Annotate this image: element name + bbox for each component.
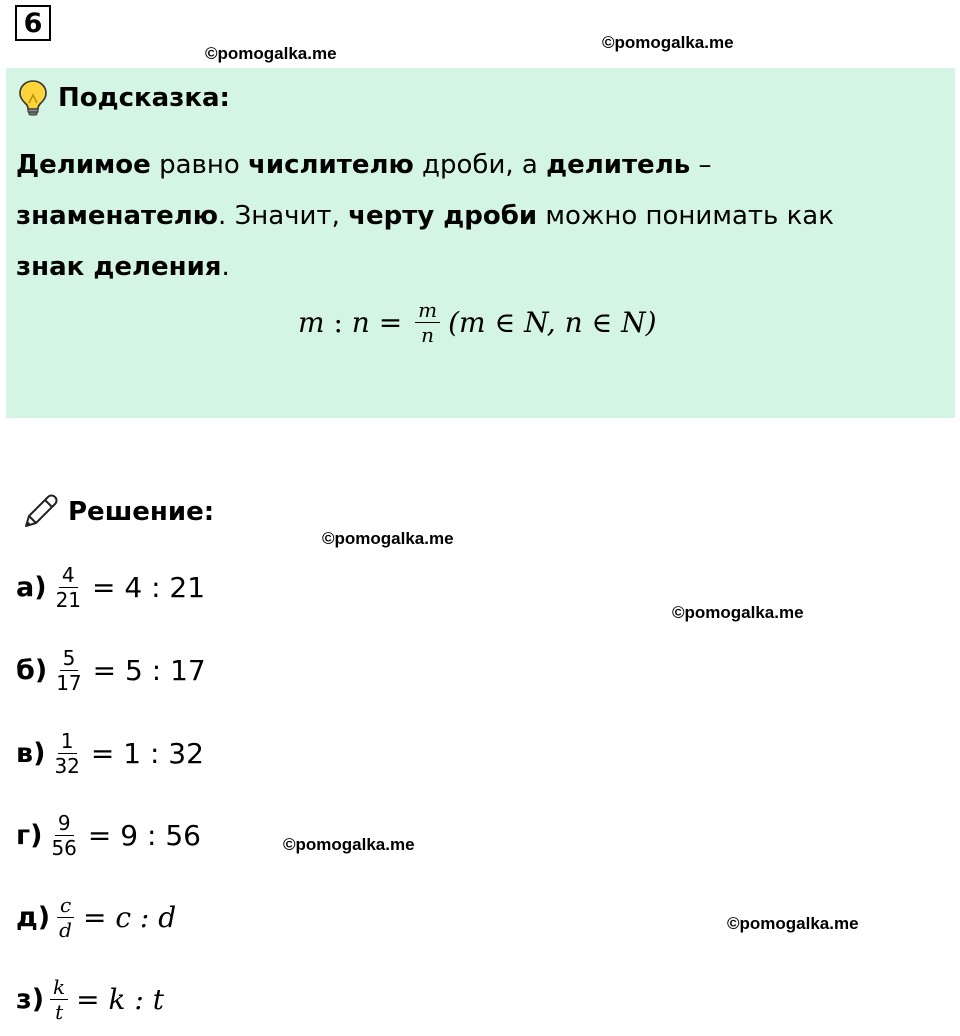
hint-line-2	[16, 191, 936, 242]
hint-text: равно	[150, 150, 249, 180]
hint-text: можно понимать как	[537, 201, 834, 231]
item-fraction	[53, 647, 84, 694]
item-label: д)	[16, 901, 51, 933]
lightbulb-icon	[18, 79, 48, 117]
term-numerator: числителю	[248, 150, 414, 180]
solution-item-z	[16, 964, 164, 1034]
formula-var: n	[351, 305, 370, 339]
item-result: = k : t	[76, 982, 164, 1016]
hint-text: .	[221, 252, 230, 282]
fraction-numerator: 1	[58, 730, 77, 754]
fraction-numerator: 9	[55, 812, 74, 836]
watermark: ©pomogalka.me	[672, 603, 804, 622]
fraction-denominator: 21	[55, 587, 82, 612]
fraction-denominator: n	[421, 322, 435, 347]
hint-text: . Значит,	[218, 201, 349, 231]
hint-line-1	[16, 140, 936, 191]
pencil-icon	[20, 492, 60, 532]
formula-colon: :	[324, 305, 352, 339]
fraction-denominator: 32	[54, 753, 80, 778]
fraction-numerator: k	[50, 976, 68, 1000]
watermark: ©pomogalka.me	[602, 33, 734, 52]
fraction-numerator: 4	[59, 564, 78, 588]
hint-text: дроби, а	[413, 150, 547, 180]
term-dividend: Делимое	[16, 150, 151, 180]
solution-item-b	[16, 635, 206, 705]
item-fraction	[48, 812, 79, 859]
hint-line-3	[16, 242, 936, 293]
solution-item-v	[16, 718, 204, 788]
hint-title: Подсказка:	[58, 83, 230, 113]
term-divisor: делитель	[546, 150, 691, 180]
item-fraction	[56, 894, 75, 941]
item-label: б)	[16, 654, 48, 686]
hint-text: –	[690, 150, 712, 180]
formula-var: m	[298, 305, 325, 339]
fraction-numerator: 5	[60, 647, 79, 671]
item-label: з)	[16, 983, 45, 1015]
item-result: = 9 : 56	[87, 818, 201, 852]
term-division-sign: знак деления	[16, 252, 222, 282]
item-fraction	[53, 564, 84, 611]
watermark: ©pomogalka.me	[283, 835, 415, 854]
fraction-denominator: 17	[56, 670, 82, 695]
item-result: = 4 : 21	[92, 570, 206, 604]
formula-fraction	[415, 299, 440, 346]
fraction-denominator: d	[59, 917, 72, 942]
item-fraction	[50, 976, 68, 1023]
watermark: ©pomogalka.me	[205, 44, 337, 63]
term-fraction-bar: черту дроби	[348, 201, 538, 231]
hint-paragraph	[16, 140, 936, 293]
term-denominator: знаменателю	[16, 201, 219, 231]
solution-title: Решение:	[68, 497, 215, 527]
item-label: а)	[16, 571, 47, 603]
hint-formula	[298, 290, 657, 354]
solution-item-a	[16, 552, 205, 622]
solution-item-g	[16, 800, 201, 870]
hint-heading	[18, 78, 230, 118]
solution-item-d	[16, 882, 176, 952]
item-label: г)	[16, 819, 43, 851]
item-result: = 5 : 17	[92, 653, 206, 687]
solution-heading	[20, 490, 214, 534]
watermark: ©pomogalka.me	[322, 529, 454, 548]
fraction-numerator: m	[415, 299, 440, 323]
item-fraction	[51, 730, 82, 777]
fraction-numerator: c	[57, 894, 74, 918]
item-label: в)	[16, 737, 46, 769]
watermark: ©pomogalka.me	[727, 914, 859, 933]
fraction-denominator: 56	[51, 835, 77, 860]
item-result: = c : d	[82, 900, 177, 934]
item-result: = 1 : 32	[90, 736, 204, 770]
formula-condition: (m ∈ N, n ∈ N)	[448, 305, 657, 339]
task-number: 6	[15, 5, 51, 41]
formula-equals: =	[369, 305, 412, 339]
fraction-denominator: t	[55, 999, 64, 1024]
